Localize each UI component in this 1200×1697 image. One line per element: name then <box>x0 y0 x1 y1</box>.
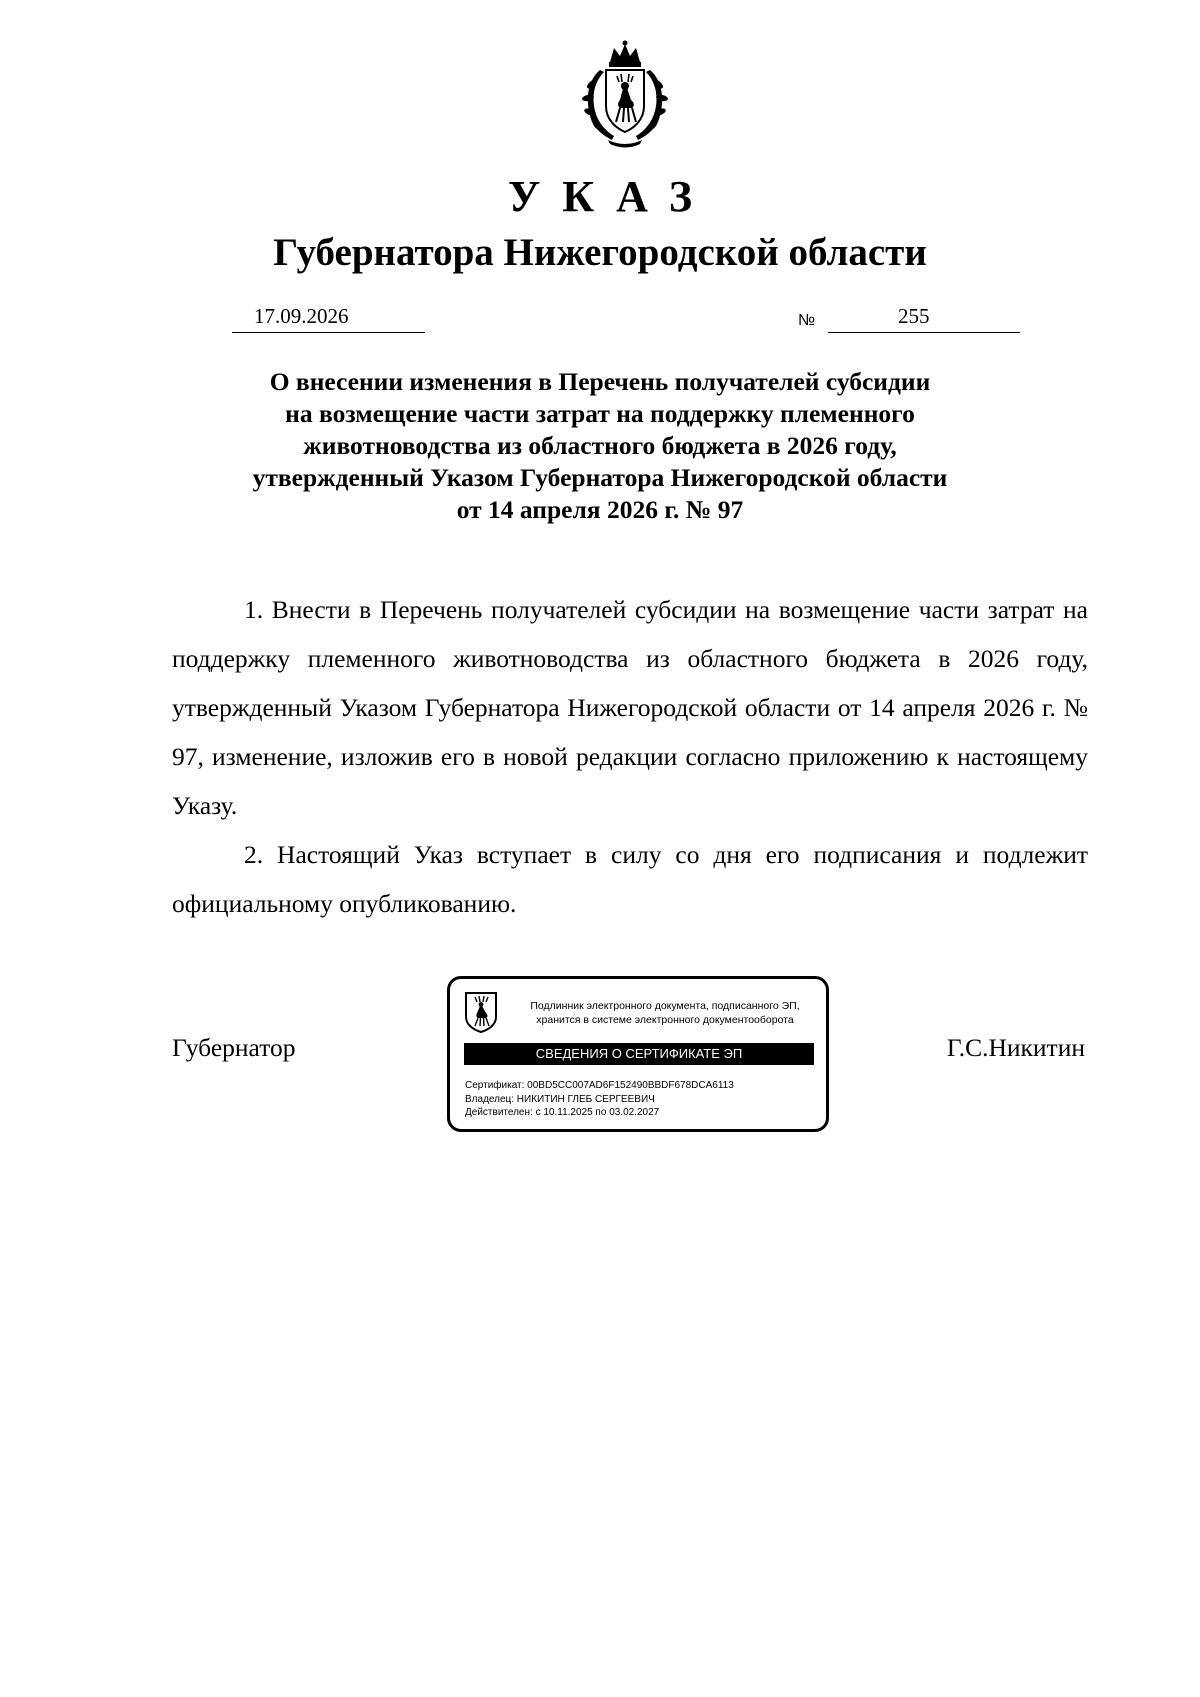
stamp-certificate-header: СВЕДЕНИЯ О СЕРТИФИКАТЕ ЭП <box>464 1043 814 1065</box>
deer-emblem-icon <box>464 991 498 1033</box>
stamp-original-notice: Подлинник электронного документа, подписанного ЭП, <box>530 1000 800 1012</box>
body-paragraph-2: 2. Настоящий Указ вступает в силу со дня его подписания и подлежит официальному опубликованию. <box>172 840 1088 918</box>
number-sign: № <box>798 312 816 329</box>
document-type-heading: УКАЗ <box>507 172 715 221</box>
subject-line: животноводства из областного бюджета в 2026 году, <box>303 431 897 460</box>
subject-line: утвержденный Указом Губернатора Нижегородской области <box>252 463 948 492</box>
body-paragraph-1: 1. Внести в Перечень получателей субсидии на возмещение части затрат на поддержку племенного животноводства из областного бюджета в 2026 году, утвержденный Указом Губернатора Нижегородской области от 14 апреля 2026 г. № 97, изменение, изложив его в новой редакции согласно приложению к настоящему Указу. <box>172 595 1088 820</box>
signatory-title: Губернатор <box>172 1033 296 1062</box>
electronic-signature-stamp <box>447 976 829 1132</box>
certificate-validity: Действителен: с 10.11.2025 по 03.02.2027 <box>465 1107 660 1118</box>
number-field <box>828 302 1020 333</box>
document-date: 17.09.2026 <box>254 304 349 328</box>
stamp-certificate-details <box>465 1079 734 1120</box>
issuing-authority: Губернатора Нижегородской области <box>273 231 927 274</box>
stamp-storage-notice: хранится в системе электронного документооборота <box>536 1014 794 1026</box>
date-field <box>232 302 425 333</box>
document-number: 255 <box>898 304 930 328</box>
coat-of-arms-icon <box>570 40 680 150</box>
subject-line: О внесении изменения в Перечень получателей субсидии <box>269 367 931 396</box>
certificate-owner: Владелец: НИКИТИН ГЛЕБ СЕРГЕЕВИЧ <box>465 1093 655 1105</box>
subject-line: от 14 апреля 2026 г. № 97 <box>456 495 744 524</box>
document-body <box>172 585 1088 928</box>
signatory-name: Г.С.Никитин <box>946 1033 1085 1062</box>
certificate-serial: Сертификат: 00BD5CC007AD6F152490BBDF678DCA6113 <box>465 1080 734 1091</box>
subject-line: на возмещение части затрат на поддержку племенного <box>285 399 915 428</box>
document-subject <box>200 366 1000 526</box>
